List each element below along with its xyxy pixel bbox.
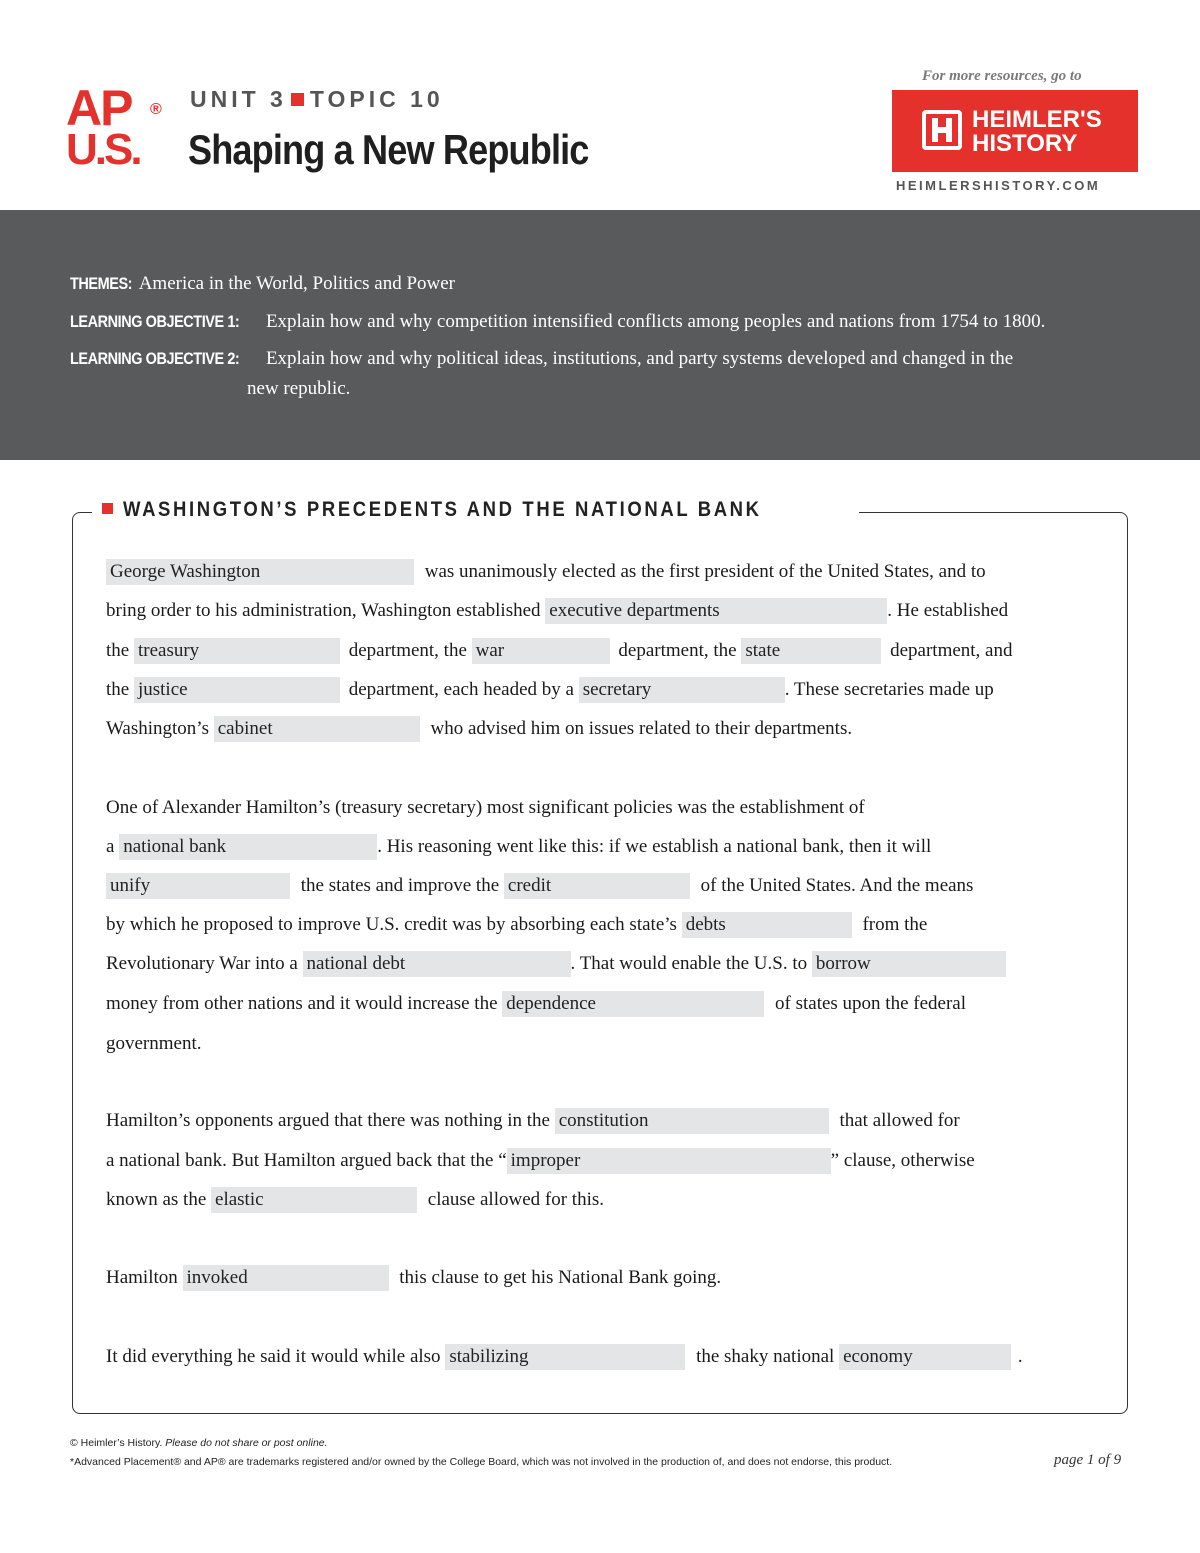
topic-label: TOPIC 10 <box>309 86 444 112</box>
lo1-label: LEARNING OBJECTIVE 1: <box>70 312 240 331</box>
p1-line-3: the treasury department, the war department, the state department, and <box>106 637 1013 665</box>
answer-field[interactable]: invoked <box>183 1265 389 1291</box>
answer-field[interactable]: debts <box>682 912 852 938</box>
p5-line-1: It did everything he said it would while also stabilizing the shaky national economy . <box>106 1343 1023 1371</box>
themes-label: THEMES: <box>70 274 133 293</box>
logo-us-text: U.S. <box>66 125 140 174</box>
answer-field[interactable]: constitution <box>555 1108 829 1134</box>
brand-name: HEIMLER'S HISTORY <box>972 106 1102 157</box>
p4-line-1: Hamilton invoked this clause to get his National Bank going. <box>106 1264 721 1292</box>
separator-square-icon <box>291 93 304 106</box>
p2-line-2: a national bank . His reasoning went like this: if we establish a national bank, then it will <box>106 833 931 861</box>
answer-field[interactable]: justice <box>134 677 340 703</box>
p2-line-4: by which he proposed to improve U.S. credit was by absorbing each state’s debts from the <box>106 911 927 939</box>
p1-line-4: the justice department, each headed by a secretary . These secretaries made up <box>106 676 994 704</box>
heading-square-icon <box>102 503 113 514</box>
answer-field[interactable]: national debt <box>303 951 571 977</box>
resources-note: For more resources, go to <box>922 68 1082 84</box>
themes-row <box>70 273 455 295</box>
ap-us-logo <box>66 80 162 174</box>
lo2-label: LEARNING OBJECTIVE 2: <box>70 349 240 368</box>
themes-text: America in the World, Politics and Power <box>138 273 456 294</box>
p3-line-2: a national bank. But Hamilton argued back that the “ improper ” clause, otherwise <box>106 1147 975 1175</box>
p1-line-1: George Washington was unanimously elected as the first president of the United States, and to <box>106 558 986 586</box>
answer-field[interactable]: unify <box>106 873 290 899</box>
trademark-notice: *Advanced Placement® and AP® are trademarks registered and/or owned by the College Board, which was not involved in the production of, and does not endorse, this product. <box>70 1456 893 1468</box>
answer-field[interactable]: war <box>472 638 610 664</box>
heimlers-h-icon <box>922 110 962 150</box>
answer-field[interactable]: treasury <box>134 638 340 664</box>
heimlers-history-logo[interactable] <box>892 90 1138 172</box>
p1-line-2: bring order to his administration, Washington established executive departments . He established <box>106 597 1008 625</box>
answer-field[interactable]: economy <box>839 1344 1011 1370</box>
p2-line-6: money from other nations and it would increase the dependence of states upon the federal <box>106 990 966 1018</box>
answer-field[interactable]: George Washington <box>106 559 414 585</box>
unit-topic-label <box>190 86 444 113</box>
brand-url-link[interactable]: HEIMLERSHISTORY.COM <box>896 178 1101 193</box>
copyright-line: © Heimler’s History. Please do not share or post online. <box>70 1437 328 1449</box>
answer-field[interactable]: improper <box>507 1148 831 1174</box>
page-number: page 1 of 9 <box>1054 1452 1122 1468</box>
answer-field[interactable]: executive departments <box>545 598 887 624</box>
answer-field[interactable]: secretary <box>579 677 785 703</box>
answer-field[interactable]: elastic <box>211 1187 417 1213</box>
logo-registered-mark: ® <box>150 101 160 118</box>
answer-field[interactable]: state <box>741 638 881 664</box>
lo1-text: Explain how and why competition intensified conflicts among peoples and nations from 1754 to 1800. <box>265 311 1046 332</box>
unit-label: UNIT 3 <box>190 86 287 112</box>
answer-field[interactable]: stabilizing <box>445 1344 685 1370</box>
learning-objective-2 <box>70 348 1013 370</box>
lo2-text-line2: new republic. <box>247 378 351 399</box>
p2-line-1: One of Alexander Hamilton’s (treasury secretary) most significant policies was the establishment of <box>106 797 865 818</box>
answer-field[interactable]: national bank <box>119 834 377 860</box>
p2-line-5: Revolutionary War into a national debt . That would enable the U.S. to borrow <box>106 950 1006 978</box>
p2-line-7: government. <box>106 1033 202 1054</box>
lo2-text-line1: Explain how and why political ideas, institutions, and party systems developed and changed in the <box>265 348 1014 369</box>
answer-field[interactable]: borrow <box>812 951 1006 977</box>
learning-objective-1 <box>70 311 1045 333</box>
logo-ap-text: AP <box>66 80 132 136</box>
p1-line-5: Washington’s cabinet who advised him on issues related to their departments. <box>106 715 852 743</box>
answer-field[interactable]: dependence <box>502 991 764 1017</box>
p2-line-3: unify the states and improve the credit of the United States. And the means <box>106 872 973 900</box>
themes-banner <box>0 210 1200 460</box>
answer-field[interactable]: credit <box>504 873 690 899</box>
p3-line-3: known as the elastic clause allowed for this. <box>106 1186 604 1214</box>
p3-line-1: Hamilton’s opponents argued that there was nothing in the constitution that allowed for <box>106 1107 960 1135</box>
section-heading: WASHINGTON’S PRECEDENTS AND THE NATIONAL BANK <box>92 498 859 522</box>
answer-field[interactable]: cabinet <box>214 716 420 742</box>
page-title: Shaping a New Republic <box>188 126 589 173</box>
